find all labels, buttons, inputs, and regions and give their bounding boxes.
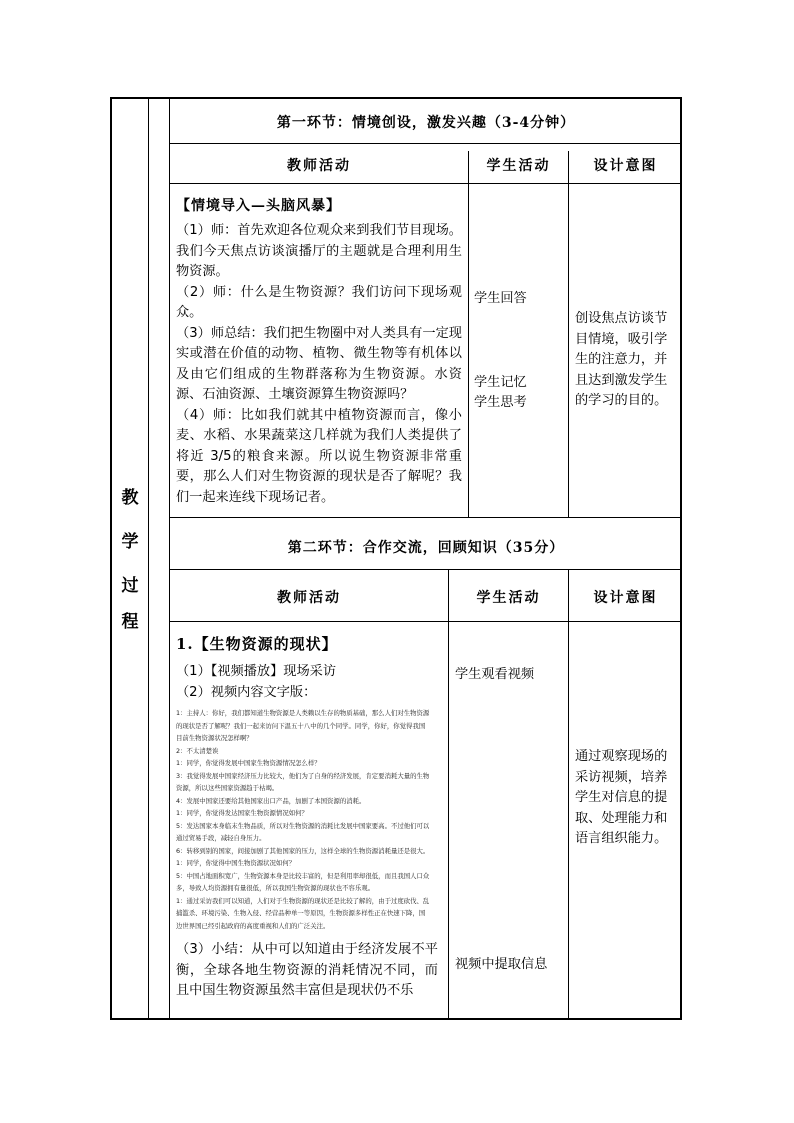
video-transcript (176, 707, 444, 932)
transcript-line: 1：同学，你觉得发展中国家生物资源情况怎么样？ (176, 759, 321, 767)
s2-item-2: （2）视频内容文字版： (176, 684, 317, 700)
s1-paragraph-1: （1）师：首先欢迎各位观众来到我们节目现场。我们今天焦点访谈演播厅的主题就是合理利用生物资源。 (176, 223, 462, 279)
s1-col-design: 设计意图 (593, 158, 658, 174)
transcript-line: 2：不太清楚诶 (176, 746, 219, 755)
side-label-4: 程 (121, 612, 139, 632)
transcript-line: 的现状是否了解呢？我们一起来访问下温五十八中的几个同学。同学，你好，你觉得我国 (176, 721, 426, 730)
transcript-line: 多，导致人均资源拥有量很低，所以我国生物资源的现状也不容乐观。 (176, 884, 375, 892)
s2-col-divider-2 (568, 569, 569, 1018)
transcript-line: 1：同学，你觉得中国生物资源状况如何？ (176, 859, 296, 867)
index-divider (169, 99, 170, 1018)
s2-col-divider-1 (448, 569, 449, 1018)
s1-paragraph-3: （3）师总结：我们把生物圈中对人类具有一定现实或潜在价值的动物、植物、微生物等有机体以及由它们组成的生物群落称为生物资源。水资源、石油资源、土壤资源算生物资源吗？ (176, 325, 462, 402)
transcript-line: 通过贸易手段，减轻自身压力。 (176, 834, 266, 842)
transcript-line: 4：发展中国家还要给其他国家出口产品，加剧了本国资源的消耗。 (176, 796, 366, 805)
s1-paragraph-4: （4）师：比如我们就其中植物资源而言，像小麦、水稻、水果蔬菜这几样就为我们人类提供了将近 3/5的粮食来源。所以说生物资源非常重要，那么人们对生物资源的现状是否了解呢？我们一起来连线下现场记者。 (176, 407, 462, 505)
transcript-line: 6：转移到别的国家，间接加剧了其他国家的压力，这样全球的生物资源消耗量还是很大。 (176, 846, 430, 855)
s2-col-student: 学生活动 (476, 590, 541, 606)
side-divider (148, 99, 149, 1018)
s1-paragraph-2: （2）师：什么是生物资源？我们访问下现场观众。 (176, 284, 462, 320)
s1-col-divider-2 (568, 151, 569, 517)
s2-design-intent: 通过观察现场的采访视频，培养学生对信息的提取、处理能力和语言组织能力。 (575, 749, 668, 846)
s1-teacher-content (176, 195, 462, 508)
s2-heading: 1.【生物资源的现状】 (176, 635, 338, 653)
s1-col-divider-1 (468, 151, 469, 517)
s2-col-teacher: 教师活动 (277, 590, 341, 606)
transcript-line: 5：中国占地面积宽广，生物资源本身是比较丰富的，但是利用率却很低，而且我国人口众 (176, 871, 430, 880)
side-label-3: 过 (121, 576, 139, 596)
transcript-line: 1：同学，你觉得发达国家生物资源情况如何？ (176, 809, 308, 817)
s2-item-3: （3）小结：从中可以知道由于经济发展不平衡，全球各地生物资源的消耗情况不同，而且中国生物资源虽然丰富但是现状仍不乐 (176, 942, 438, 998)
s1-title-line (169, 143, 680, 144)
side-label-1: 教 (121, 488, 139, 508)
s2-header-line (169, 621, 680, 622)
section1-title: 第一环节：情境创设，激发兴趣（3-4分钟） (276, 115, 576, 131)
s2-title-line (169, 569, 680, 570)
s1-student-memorize: 学生记忆 (474, 375, 527, 390)
s1-student-answer: 学生回答 (474, 291, 527, 306)
s1-header-line (169, 183, 680, 184)
side-label-2: 学 (121, 532, 139, 552)
transcript-line: 捕滥杀、环境污染、生物入侵、经营品种单一等原因，生物资源多样性正在快速下降，国 (176, 909, 426, 917)
s1-col-teacher: 教师活动 (287, 158, 351, 174)
transcript-line: 目前生物资源状况怎样啊？ (176, 734, 253, 742)
s2-student-extract: 视频中提取信息 (455, 957, 548, 972)
s2-student-watch: 学生观看视频 (455, 667, 535, 682)
s1-col-student: 学生活动 (486, 158, 551, 174)
transcript-line: 边世界国已经引起政府的高度重视和人们的广泛关注。 (176, 921, 330, 930)
transcript-line: 1：主持人：你好，我们都知道生物资源是人类赖以生存的物质基础，那么人们对生物资源 (176, 709, 430, 717)
s2-col-design: 设计意图 (593, 590, 658, 606)
section2-title: 第二环节：合作交流，回顾知识（35分） (287, 540, 565, 556)
s2-top-line (169, 517, 680, 518)
lesson-table (110, 97, 682, 1020)
s1-heading: 【情境导入—头脑风暴】 (176, 198, 341, 214)
s1-design-intent: 创设焦点访谈节目情境，吸引学生的注意力，并且达到激发学生的学习的目的。 (575, 311, 668, 408)
transcript-line: 资源，所以这些国家资源趋于枯竭。 (176, 784, 279, 792)
s2-teacher-content (176, 633, 444, 1002)
s1-student-think: 学生思考 (474, 395, 527, 410)
transcript-line: 1：通过采访我们可以知道，人们对于生物资源的现状还是比较了解的，由于过度砍伐、乱 (176, 896, 430, 905)
transcript-line: 3：我觉得发展中国家经济压力比较大，他们为了自身的经济发展，肯定要消耗大量的生物 (176, 771, 430, 780)
transcript-line: 5：发达国家本身临末生物品质，所以对生物资源的消耗比发展中国家要高。不过他们可以 (176, 821, 430, 830)
s2-item-1: （1）【视频播放】现场采访 (176, 664, 337, 679)
